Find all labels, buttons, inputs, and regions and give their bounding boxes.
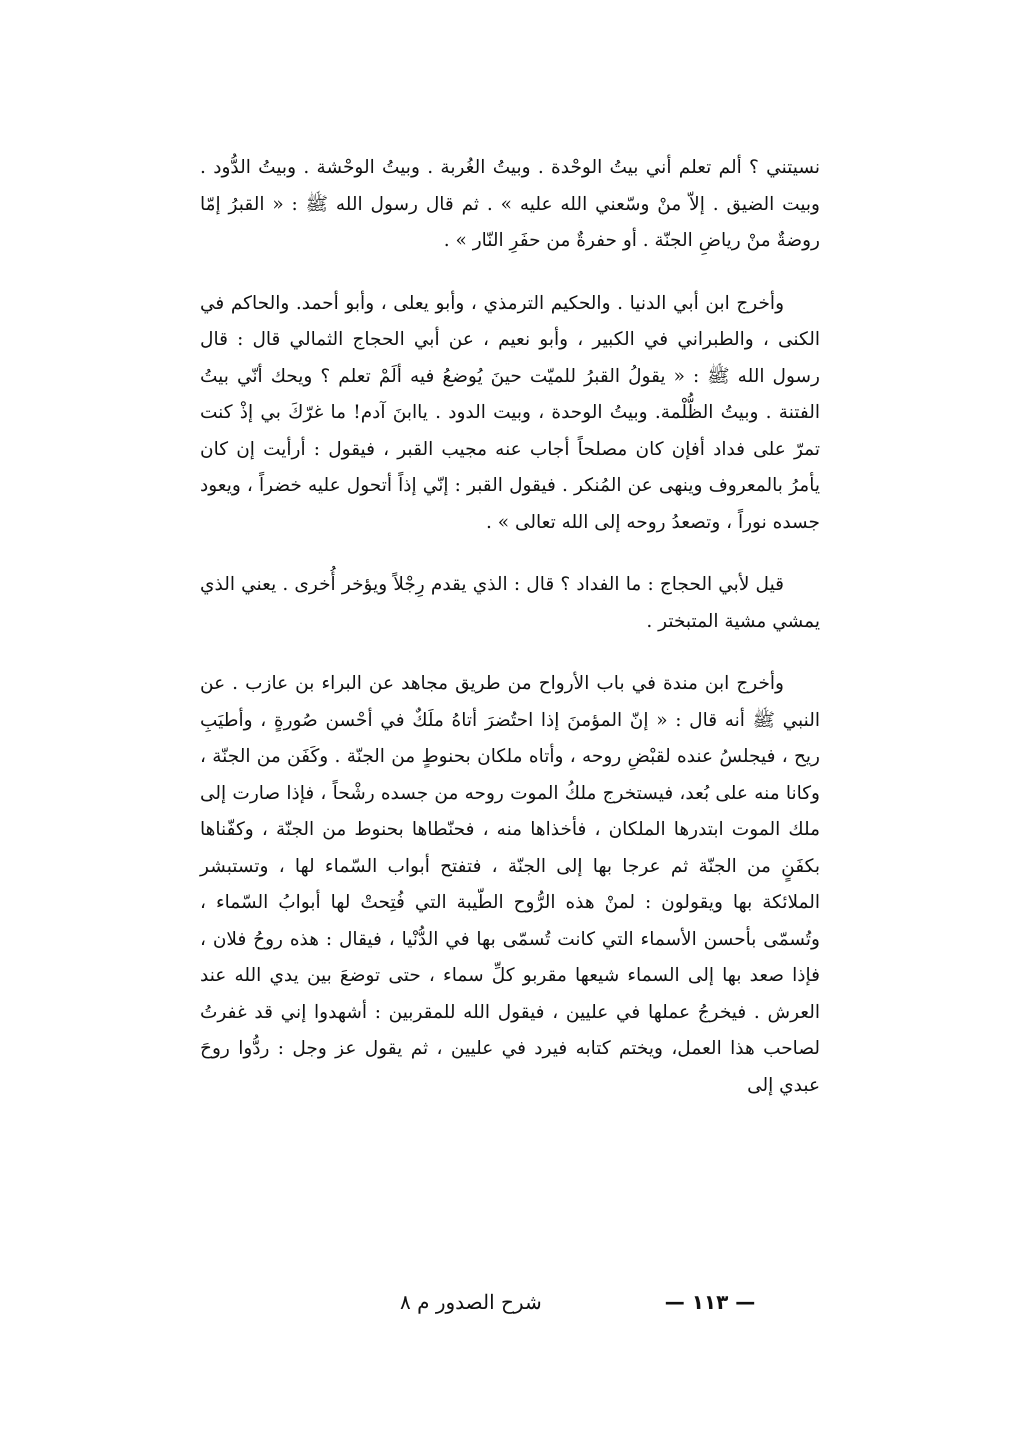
body-text xyxy=(200,150,820,1130)
page-footer xyxy=(200,1290,820,1330)
book-title-footer: شرح الصدور م ٨ xyxy=(400,1290,542,1314)
paragraph-3: قيل لأبي الحجاج : ما الفداد ؟ قال : الذي يقدم رِجْلاً ويؤخر أُخرى . يعني الذي يمشي مشية المتبختر . xyxy=(200,574,820,632)
paragraph-1: نسيتني ؟ ألم تعلم أني بيتُ الوحْدة . وبيتُ الغُربة . وبيتُ الوحْشة . وبيتُ الدُّود . وبيت الضيق . إلاّ منْ وسّعني الله عليه » . ثم قال رسول الله ﷺ : « القبرُ إمّا روضةٌ منْ رياضِ الجنّة . أو حفرةٌ من حفَرِ النّار » . xyxy=(200,157,820,251)
paragraph-2: وأخرج ابن أبي الدنيا . والحكيم الترمذي ، وأبو يعلى ، وأبو أحمد. والحاكم في الكنى ، والطبراني في الكبير ، وأبو نعيم ، عن أبي الحجاج الثمالي قال : قال رسول الله ﷺ : « يقولُ القبرُ للميّت حينَ يُوضعُ فيه ألَمْ تعلم ؟ ويحك أنّي بيتُ الفتنة . وبيتُ الظُّلْمة. وبيتُ الوحدة ، وبيت الدود . ياابنَ آدم! ما غرّكَ بي إذْ كنت تمرّ على فداد أفإن كان مصلحاً أجاب عنه مجيب القبر ، فيقول : أرأيت إن كان يأمرُ بالمعروف وينهى عن المُنكر . فيقول القبر : إنّي إذاً أتحول عليه خضراً ، ويعود جسده نوراً ، وتصعدُ روحه إلى الله تعالى » . xyxy=(200,292,820,533)
page-number: — ١١٣ — xyxy=(664,1290,756,1314)
paragraph-4: وأخرج ابن مندة في باب الأرواح من طريق مجاهد عن البراء بن عازب . عن النبي ﷺ أنه قال : « إنّ المؤمنَ إذا احتُضرَ أتاهُ ملَكٌ في أحْسن صُورةٍ ، وأطيَبِ ريح ، فيجلسُ عنده لقبْضِ روحه ، وأتاه ملكان بحنوطٍ من الجنّة . وكَفَن من الجنّة ، وكانا منه على بُعد، فيستخرج ملكُ الموت روحه من جسده رشْحاً ، فإذا صارت إلى ملك الموت ابتدرها الملكان ، فأخذاها منه ، فحنّطاها بحنوط من الجنّة ، وكفّناها بكفَنٍ من الجنّة ثم عرجا بها إلى الجنّة ، فتفتح أبواب السّماء لها ، وتستبشر الملائكة بها ويقولون : لمنْ هذه الرُّوح الطّيبة التي فُتِحتْ لها أبوابُ السّماء ، وتُسمّى بأحسن الأسماء التي كانت تُسمّى بها في الدُّنْيا ، فيقال : هذه روحُ فلان ، فإذا صعد بها إلى السماء شيعها مقربو كلِّ سماء ، حتى توضعَ بين يدي الله عند العرش . فيخرجُ عملها في عليين ، فيقول الله للمقربين : أشهدوا إني قد غفرتُ لصاحب هذا العمل، ويختم كتابه فيرد في عليين ، ثم يقول عز وجل : ردُّوا روحَ عبدي إلى xyxy=(200,673,820,1096)
